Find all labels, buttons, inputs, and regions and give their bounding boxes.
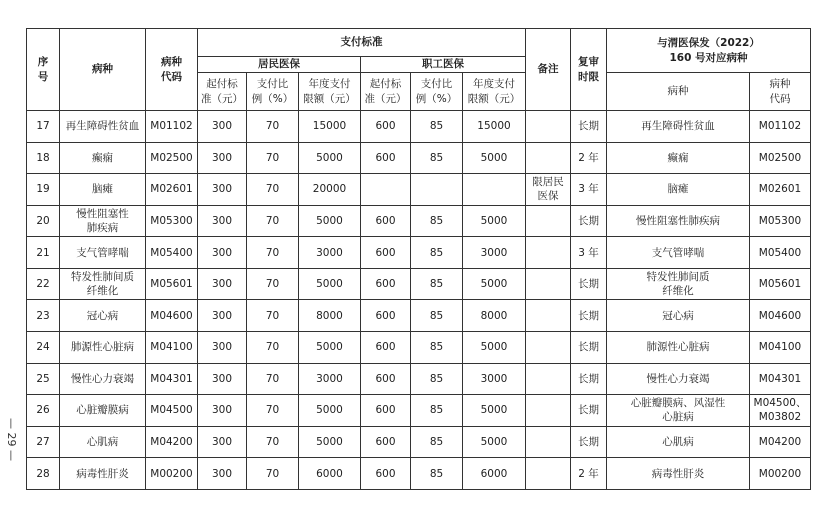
cell-remark (526, 300, 571, 332)
cell-m-code: M04301 (750, 363, 811, 395)
cell-review: 长期 (571, 395, 607, 427)
page-number: — 29 — (5, 418, 18, 461)
cell-r-ded: 300 (198, 300, 247, 332)
col-employee: 职工医保 (361, 57, 526, 73)
cell-r-ratio: 70 (247, 363, 299, 395)
insurance-table (26, 28, 811, 490)
cell-disease: 心肌病 (60, 426, 146, 458)
cell-review: 2 年 (571, 142, 607, 174)
cell-e-ratio: 85 (411, 458, 463, 490)
cell-r-limit: 6000 (299, 458, 361, 490)
cell-disease: 冠心病 (60, 300, 146, 332)
cell-e-limit: 5000 (463, 268, 526, 300)
cell-no: 17 (27, 111, 60, 143)
cell-disease: 慢性阻塞性 肺疾病 (60, 205, 146, 237)
cell-e-ratio: 85 (411, 332, 463, 364)
cell-e-ded: 600 (361, 237, 411, 269)
cell-m-code: M04500、 M03802 (750, 395, 811, 427)
cell-m-code: M04200 (750, 426, 811, 458)
cell-e-ded: 600 (361, 205, 411, 237)
cell-m-code: M02601 (750, 174, 811, 206)
cell-no: 27 (27, 426, 60, 458)
table-row (27, 300, 811, 332)
cell-e-ratio (411, 174, 463, 206)
cell-r-ded: 300 (198, 205, 247, 237)
cell-r-ratio: 70 (247, 458, 299, 490)
cell-no: 21 (27, 237, 60, 269)
col-r-annual: 年度支付 限额（元） (299, 73, 361, 111)
cell-r-ratio: 70 (247, 332, 299, 364)
cell-m-code: M02500 (750, 142, 811, 174)
cell-code: M04301 (146, 363, 198, 395)
cell-r-ratio: 70 (247, 205, 299, 237)
cell-code: M05400 (146, 237, 198, 269)
table-row (27, 426, 811, 458)
cell-e-ratio: 85 (411, 142, 463, 174)
cell-e-limit: 6000 (463, 458, 526, 490)
cell-code: M04100 (146, 332, 198, 364)
col-disease: 病种 (60, 29, 146, 111)
cell-remark (526, 458, 571, 490)
cell-disease: 特发性肺间质 纤维化 (60, 268, 146, 300)
cell-review: 长期 (571, 363, 607, 395)
cell-no: 22 (27, 268, 60, 300)
table-row (27, 332, 811, 364)
cell-code: M05601 (146, 268, 198, 300)
cell-code: M04200 (146, 426, 198, 458)
cell-code: M04500 (146, 395, 198, 427)
cell-e-ratio: 85 (411, 268, 463, 300)
cell-code: M02500 (146, 142, 198, 174)
cell-no: 24 (27, 332, 60, 364)
cell-r-ratio: 70 (247, 300, 299, 332)
cell-e-ratio: 85 (411, 300, 463, 332)
cell-m-disease: 脑瘫 (607, 174, 750, 206)
cell-r-ded: 300 (198, 426, 247, 458)
cell-code: M04600 (146, 300, 198, 332)
cell-m-disease: 心脏瓣膜病、风湿性 心脏病 (607, 395, 750, 427)
col-seq: 序 号 (27, 29, 60, 111)
cell-m-code: M00200 (750, 458, 811, 490)
cell-m-code: M04600 (750, 300, 811, 332)
cell-e-ratio: 85 (411, 205, 463, 237)
cell-code: M05300 (146, 205, 198, 237)
cell-e-ded: 600 (361, 142, 411, 174)
col-e-annual: 年度支付 限额（元） (463, 73, 526, 111)
col-code: 病种 代码 (146, 29, 198, 111)
cell-review: 长期 (571, 332, 607, 364)
table-row (27, 363, 811, 395)
cell-r-limit: 5000 (299, 142, 361, 174)
cell-disease: 脑瘫 (60, 174, 146, 206)
cell-no: 26 (27, 395, 60, 427)
cell-e-ded: 600 (361, 458, 411, 490)
cell-m-code: M04100 (750, 332, 811, 364)
cell-no: 25 (27, 363, 60, 395)
cell-code: M02601 (146, 174, 198, 206)
col-doc-disease: 病种 (607, 73, 750, 111)
cell-m-disease: 冠心病 (607, 300, 750, 332)
cell-remark (526, 237, 571, 269)
cell-no: 23 (27, 300, 60, 332)
cell-e-limit: 3000 (463, 363, 526, 395)
cell-no: 18 (27, 142, 60, 174)
cell-r-limit: 5000 (299, 395, 361, 427)
cell-e-ratio: 85 (411, 426, 463, 458)
cell-e-limit: 5000 (463, 142, 526, 174)
cell-e-limit (463, 174, 526, 206)
table-row (27, 395, 811, 427)
cell-code: M00200 (146, 458, 198, 490)
cell-review: 3 年 (571, 237, 607, 269)
cell-r-limit: 5000 (299, 268, 361, 300)
cell-m-code: M05300 (750, 205, 811, 237)
cell-no: 28 (27, 458, 60, 490)
cell-e-limit: 15000 (463, 111, 526, 143)
cell-review: 长期 (571, 426, 607, 458)
cell-m-disease: 慢性心力衰竭 (607, 363, 750, 395)
col-resident: 居民医保 (198, 57, 361, 73)
cell-code: M01102 (146, 111, 198, 143)
cell-r-ded: 300 (198, 142, 247, 174)
cell-m-code: M05601 (750, 268, 811, 300)
table-row (27, 237, 811, 269)
cell-r-ded: 300 (198, 363, 247, 395)
cell-m-disease: 慢性阻塞性肺疾病 (607, 205, 750, 237)
cell-remark (526, 332, 571, 364)
cell-r-ded: 300 (198, 237, 247, 269)
cell-remark (526, 268, 571, 300)
cell-m-disease: 心肌病 (607, 426, 750, 458)
table-row (27, 205, 811, 237)
cell-review: 3 年 (571, 174, 607, 206)
table-row (27, 111, 811, 143)
cell-disease: 癫痫 (60, 142, 146, 174)
cell-review: 2 年 (571, 458, 607, 490)
cell-m-disease: 再生障碍性贫血 (607, 111, 750, 143)
cell-e-limit: 5000 (463, 395, 526, 427)
cell-remark (526, 205, 571, 237)
table-row (27, 174, 811, 206)
col-doc-code: 病种 代码 (750, 73, 811, 111)
cell-remark: 限居民 医保 (526, 174, 571, 206)
cell-r-ratio: 70 (247, 426, 299, 458)
cell-e-ded: 600 (361, 111, 411, 143)
col-doc-ref: 与渭医保发（2022） 160 号对应病种 (607, 29, 811, 73)
cell-no: 20 (27, 205, 60, 237)
cell-r-ratio: 70 (247, 142, 299, 174)
cell-r-ratio: 70 (247, 395, 299, 427)
cell-m-disease: 病毒性肝炎 (607, 458, 750, 490)
cell-no: 19 (27, 174, 60, 206)
cell-r-ded: 300 (198, 395, 247, 427)
cell-review: 长期 (571, 300, 607, 332)
cell-m-disease: 肺源性心脏病 (607, 332, 750, 364)
cell-m-disease: 支气管哮喘 (607, 237, 750, 269)
cell-m-code: M05400 (750, 237, 811, 269)
col-payment: 支付标准 (198, 29, 526, 57)
col-r-ratio: 支付比 例（%） (247, 73, 299, 111)
cell-disease: 心脏瓣膜病 (60, 395, 146, 427)
table-row (27, 458, 811, 490)
cell-remark (526, 426, 571, 458)
cell-disease: 支气管哮喘 (60, 237, 146, 269)
table-row (27, 142, 811, 174)
col-remark: 备注 (526, 29, 571, 111)
col-e-ratio: 支付比 例（%） (411, 73, 463, 111)
cell-r-limit: 5000 (299, 205, 361, 237)
cell-e-ratio: 85 (411, 237, 463, 269)
cell-m-code: M01102 (750, 111, 811, 143)
cell-r-ded: 300 (198, 111, 247, 143)
cell-e-ded: 600 (361, 332, 411, 364)
cell-disease: 病毒性肝炎 (60, 458, 146, 490)
cell-m-disease: 特发性肺间质 纤维化 (607, 268, 750, 300)
cell-e-ded (361, 174, 411, 206)
cell-review: 长期 (571, 205, 607, 237)
cell-disease: 慢性心力衰竭 (60, 363, 146, 395)
cell-r-limit: 15000 (299, 111, 361, 143)
cell-e-ded: 600 (361, 268, 411, 300)
cell-r-ratio: 70 (247, 111, 299, 143)
cell-disease: 肺源性心脏病 (60, 332, 146, 364)
cell-e-ratio: 85 (411, 111, 463, 143)
cell-r-limit: 5000 (299, 332, 361, 364)
cell-e-limit: 8000 (463, 300, 526, 332)
cell-e-limit: 3000 (463, 237, 526, 269)
cell-r-ratio: 70 (247, 237, 299, 269)
cell-r-limit: 8000 (299, 300, 361, 332)
cell-r-limit: 3000 (299, 363, 361, 395)
cell-remark (526, 142, 571, 174)
cell-r-ded: 300 (198, 174, 247, 206)
cell-r-limit: 5000 (299, 426, 361, 458)
cell-e-ded: 600 (361, 426, 411, 458)
cell-e-ded: 600 (361, 300, 411, 332)
cell-r-limit: 20000 (299, 174, 361, 206)
cell-r-ratio: 70 (247, 174, 299, 206)
cell-disease: 再生障碍性贫血 (60, 111, 146, 143)
cell-remark (526, 395, 571, 427)
cell-remark (526, 363, 571, 395)
col-r-deductible: 起付标 准（元） (198, 73, 247, 111)
cell-e-ded: 600 (361, 363, 411, 395)
cell-e-limit: 5000 (463, 205, 526, 237)
cell-e-limit: 5000 (463, 426, 526, 458)
cell-review: 长期 (571, 268, 607, 300)
cell-e-limit: 5000 (463, 332, 526, 364)
cell-r-ded: 300 (198, 268, 247, 300)
cell-m-disease: 癫痫 (607, 142, 750, 174)
cell-e-ratio: 85 (411, 363, 463, 395)
cell-r-ratio: 70 (247, 268, 299, 300)
cell-remark (526, 111, 571, 143)
table-row (27, 268, 811, 300)
cell-r-ded: 300 (198, 458, 247, 490)
col-review: 复审 时限 (571, 29, 607, 111)
cell-r-limit: 3000 (299, 237, 361, 269)
cell-e-ratio: 85 (411, 395, 463, 427)
col-e-deductible: 起付标 准（元） (361, 73, 411, 111)
cell-e-ded: 600 (361, 395, 411, 427)
cell-r-ded: 300 (198, 332, 247, 364)
cell-review: 长期 (571, 111, 607, 143)
